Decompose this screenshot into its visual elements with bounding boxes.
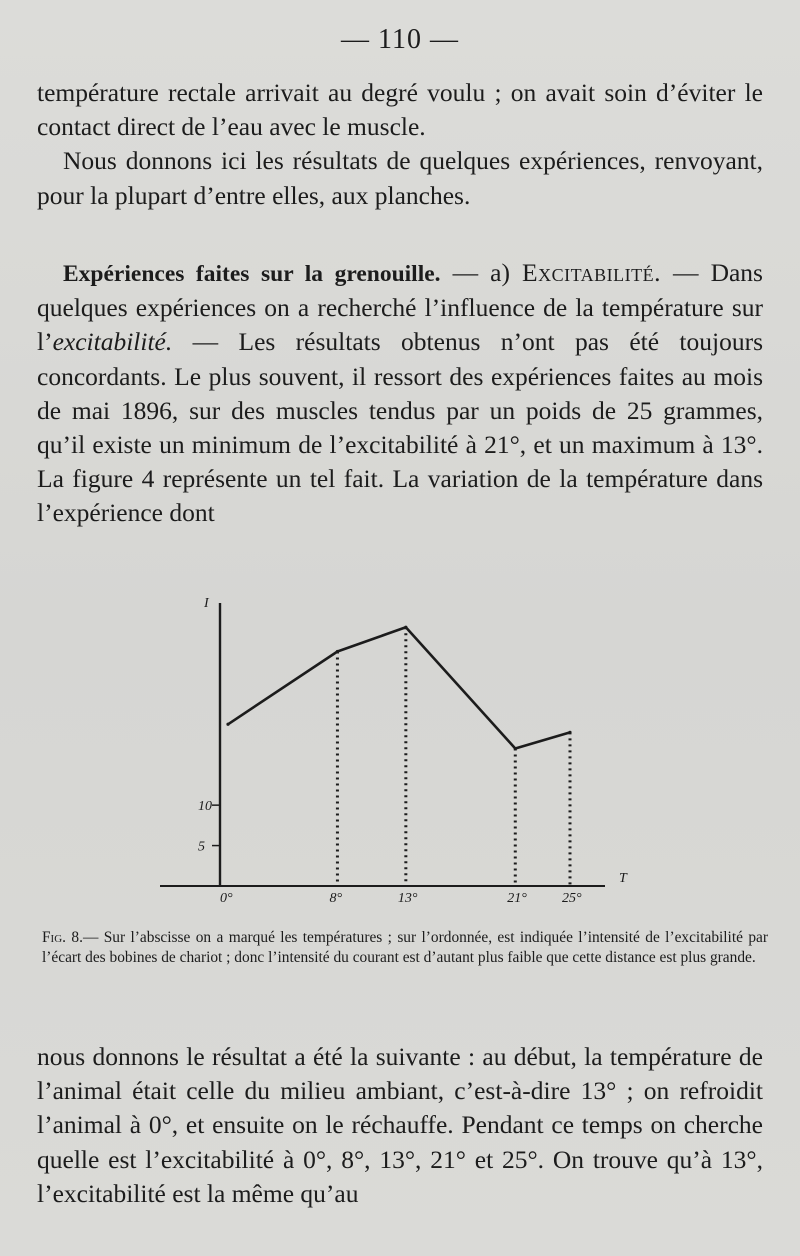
x-tick-label: 21°: [507, 891, 527, 905]
text-block-section: [37, 256, 763, 531]
page-number: — 110 —: [341, 24, 459, 55]
data-point: [336, 650, 339, 653]
paragraph-2: Nous donnons ici les résultats de quelques expériences, renvoyant, pour la plupart d’entre elles, aux planches.: [37, 146, 763, 210]
excitability-series-line: [228, 627, 570, 748]
section-heading: Expériences faites sur la grenouille.: [63, 261, 441, 287]
x-axis-label: T: [619, 871, 627, 886]
data-point: [226, 723, 229, 726]
x-tick-label: 13°: [397, 891, 418, 905]
text-block-top: [37, 76, 763, 213]
y-axis-label: I: [204, 596, 209, 611]
paragraph-4: nous donnons le résultat a été la suivante : au début, la température de l’animal était celle du milieu ambiant, c’est-à-dire 13° ; on refroidit l’animal à 0°, et ensuite on le réchauffe. Pendant ce temps on cherche quelle est l’excitabilité à 0°, 8°, 13°, 21° et 25°. On trouve qu’à 13°, l’excitabilité est la même qu’au: [37, 1042, 763, 1208]
figure-caption: [42, 928, 768, 968]
data-point: [514, 747, 517, 750]
text-block-bottom: [37, 1040, 763, 1211]
section-dash-2: —: [660, 258, 699, 287]
y-tick-label: 10: [198, 799, 212, 815]
data-point: [404, 626, 407, 629]
paragraph-3-text-a: Dans quelques expériences on a recherché l’influence de la température sur l’: [37, 258, 763, 357]
figure-8: [130, 585, 650, 905]
data-point: [568, 731, 571, 734]
paragraph-3-italic: excitabilité.: [52, 327, 173, 357]
caption-text: Sur l’abscisse on a marqué les températures ; sur l’ordonnée, est indiquée l’intensité de l’excitabilité par l’écart des bobines de chariot ; donc l’intensité du courant est d’autant plus faible que cette distance est plus grande.: [42, 929, 768, 966]
y-tick-label: 5: [198, 839, 205, 855]
section-subtitle: Excitabilité.: [522, 258, 661, 287]
x-tick-label: 25°: [562, 891, 582, 905]
section-dash-1: — a): [440, 258, 522, 287]
paragraph-1: température rectale arrivait au degré voulu ; on avait soin d’éviter le contact direct de l’eau avec le muscle.: [37, 78, 763, 142]
excitability-chart: [130, 585, 650, 905]
paragraph-3-text-b: — Les résultats obtenus n’ont pas été toujours concordants. Le plus souvent, il ressort des expériences faites au mois de mai 1896, sur des muscles tendus par un poids de 25 grammes, qu’il existe un minimum de l’excitabilité à 21°, et un maximum à 13°. La figure 4 représente un tel fait. La variation de la température dans l’expérience dont: [37, 327, 763, 528]
x-tick-label: 8°: [329, 891, 343, 905]
x-tick-label: 0°: [220, 891, 233, 905]
paragraph-3: [37, 256, 763, 531]
caption-label: Fig. 8.—: [42, 929, 99, 946]
